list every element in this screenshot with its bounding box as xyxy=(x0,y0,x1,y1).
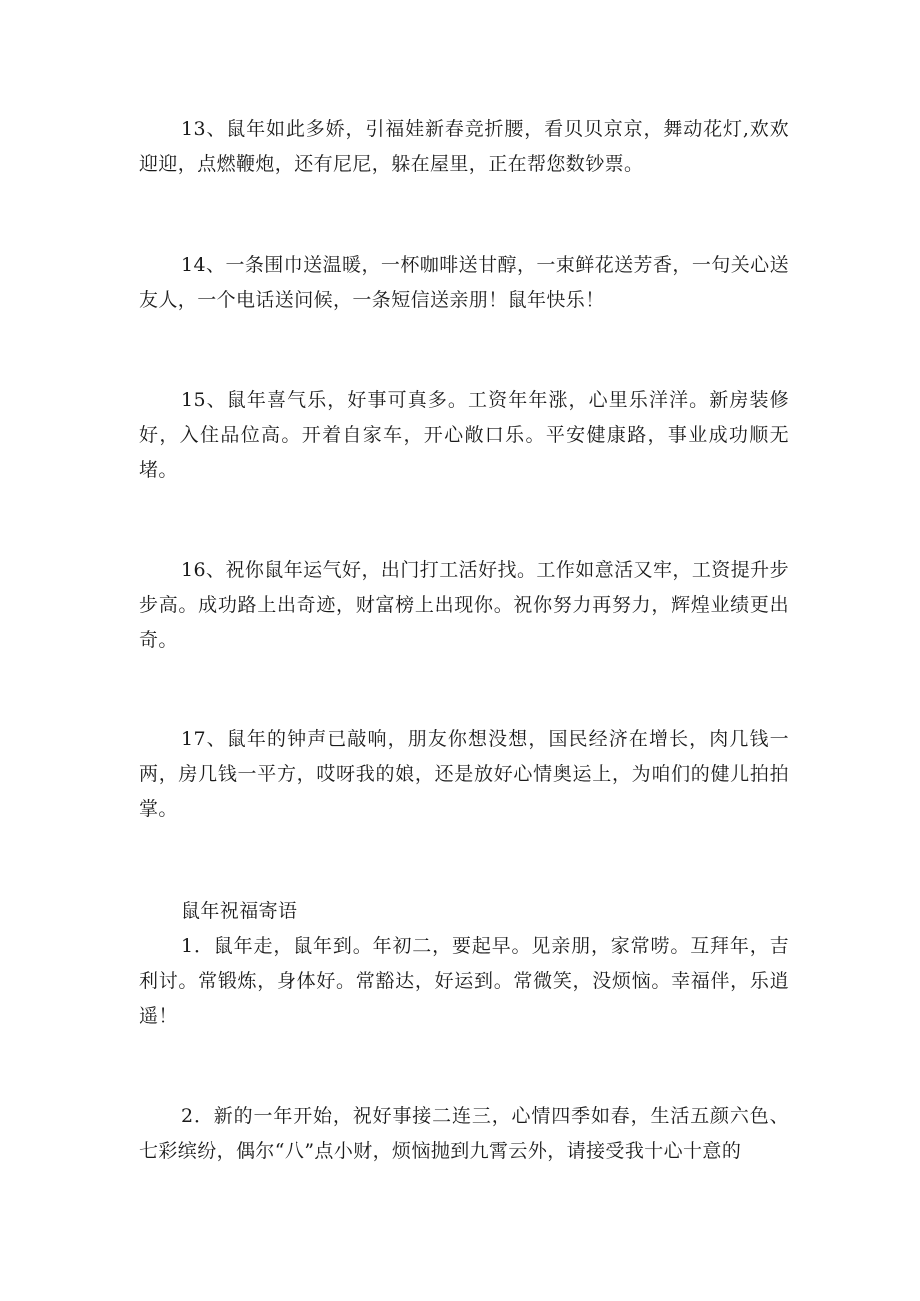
wish-paragraph-13: 13、鼠年如此多娇，引福娃新春竞折腰，看贝贝京京，舞动花灯,欢欢迎迎，点燃鞭炮，还有尼尼，躲在屋里，正在帮您数钞票。 xyxy=(139,118,789,175)
wish-paragraph-16: 16、祝你鼠年运气好，出门打工活好找。工作如意活又牢，工资提升步步高。成功路上出奇迹，财富榜上出现你。祝你努力再努力，辉煌业绩更出奇。 xyxy=(139,559,789,651)
wish-paragraph-14: 14、一条围巾送温暖，一杯咖啡送甘醇，一束鲜花送芳香，一句关心送友人，一个电话送问候，一条短信送亲朋！鼠年快乐！ xyxy=(139,254,789,311)
wish-paragraph-15: 15、鼠年喜气乐，好事可真多。工资年年涨，心里乐洋洋。新房装修好，入住品位高。开着自家车，开心敞口乐。平安健康路，事业成功顺无堵。 xyxy=(139,389,789,481)
section-title: 鼠年祝福寄语 xyxy=(181,900,298,922)
blessing-paragraph-2: 2．新的一年开始，祝好事接二连三，心情四季如春，生活五颜六色、七彩缤纷，偶尔“八”点小财，烦恼抛到九霄云外，请接受我十心十意的 xyxy=(139,1105,789,1162)
wish-paragraph-17: 17、鼠年的钟声已敲响，朋友你想没想，国民经济在增长，肉几钱一两，房几钱一平方，哎呀我的娘，还是放好心情奥运上，为咱们的健儿拍拍掌。 xyxy=(139,728,789,820)
blessing-paragraph-1: 1．鼠年走，鼠年到。年初二，要起早。见亲朋，家常唠。互拜年，吉利讨。常锻炼，身体好。常豁达，好运到。常微笑，没烦恼。幸福伴，乐逍遥！ xyxy=(139,935,789,1027)
